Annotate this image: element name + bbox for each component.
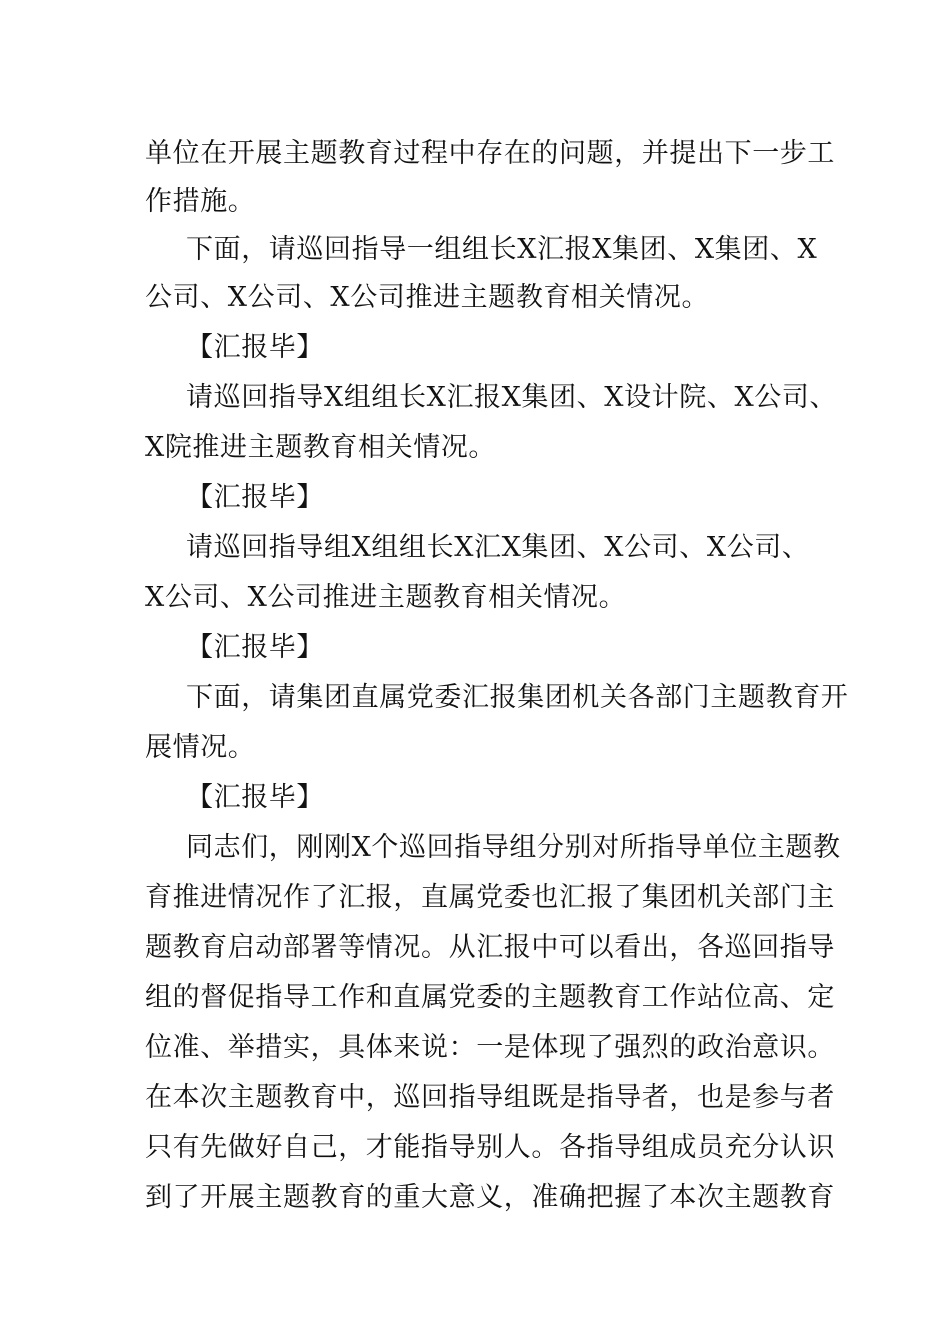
text-line: 下面，请集团直属党委汇报集团机关各部门主题教育开 (186, 682, 849, 713)
text-line: 育推进情况作了汇报，直属党委也汇报了集团机关部门主 (145, 882, 835, 913)
text-line: 单位在开展主题教育过程中存在的问题，并提出下一步工 (145, 138, 835, 169)
text-line: 位准、举措实，具体来说：一是体现了强烈的政治意识。 (145, 1032, 835, 1063)
report-end-marker: 【汇报毕】 (186, 482, 324, 513)
text-line: X院推进主题教育相关情况。 (145, 432, 497, 463)
text-line: 同志们，刚刚X个巡回指导组分别对所指导单位主题教 (186, 832, 841, 863)
text-line: 题教育启动部署等情况。从汇报中可以看出，各巡回指导 (145, 932, 835, 963)
report-end-marker: 【汇报毕】 (186, 332, 324, 363)
text-line: 到了开展主题教育的重大意义，准确把握了本次主题教育 (145, 1182, 835, 1213)
text-line: 请巡回指导X组组长X汇报X集团、X设计院、X公司、 (186, 382, 838, 413)
text-line: X公司、X公司推进主题教育相关情况。 (145, 582, 627, 613)
report-end-marker: 【汇报毕】 (186, 632, 324, 663)
text-line: 下面，请巡回指导一组组长X汇报X集团、X集团、X (186, 234, 818, 265)
text-line: 展情况。 (145, 732, 256, 763)
report-end-marker: 【汇报毕】 (186, 782, 324, 813)
text-line: 只有先做好自己，才能指导别人。各指导组成员充分认识 (145, 1132, 835, 1163)
text-line: 请巡回指导组X组组长X汇X集团、X公司、X公司、 (186, 532, 810, 563)
text-line: 公司、X公司、X公司推进主题教育相关情况。 (145, 282, 710, 313)
text-line: 在本次主题教育中，巡回指导组既是指导者，也是参与者 (145, 1082, 835, 1113)
text-line: 作措施。 (145, 186, 256, 217)
text-line: 组的督促指导工作和直属党委的主题教育工作站位高、定 (145, 982, 835, 1013)
